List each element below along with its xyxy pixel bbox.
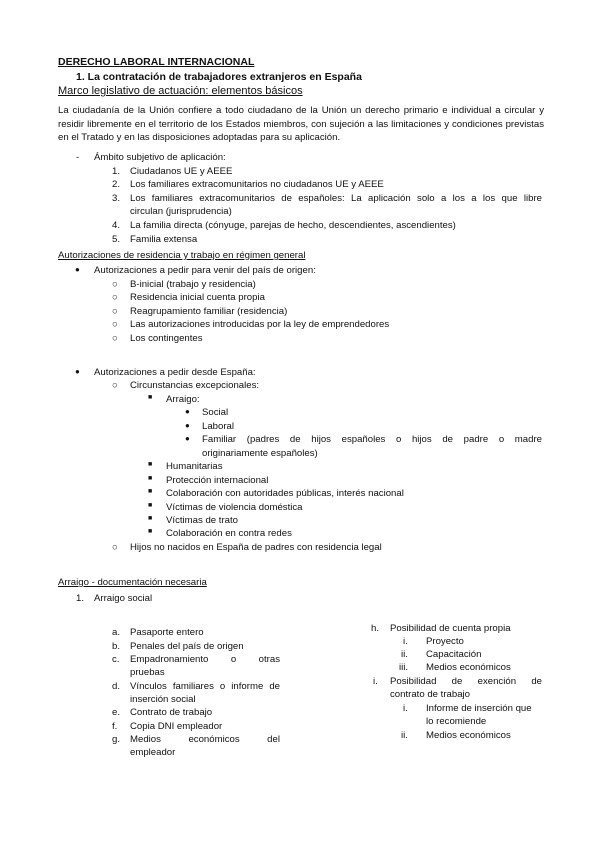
list-item: Hijos no nacidos en España de padres con residencia legal bbox=[130, 542, 382, 553]
circle-bullet: ○ bbox=[112, 306, 118, 317]
list-item: Laboral bbox=[202, 421, 235, 432]
list-letter: b. bbox=[112, 641, 121, 652]
roman-number: iii. bbox=[399, 662, 409, 673]
list-item: Medios económicos bbox=[426, 662, 511, 673]
list-item: Social bbox=[202, 407, 229, 418]
list-item: Penales del país de origen bbox=[130, 641, 244, 652]
square-bullet: ■ bbox=[148, 515, 153, 522]
list-item: Las autorizaciones introducidas por la ley de emprendedores bbox=[130, 319, 390, 330]
arraigo-label: Arraigo: bbox=[166, 394, 200, 405]
list-number: 3. bbox=[112, 193, 121, 204]
list-number: 1. bbox=[112, 166, 121, 177]
list-item-continuation: contrato de trabajo bbox=[390, 689, 471, 700]
list-letter: a. bbox=[112, 627, 121, 638]
list-number: 4. bbox=[112, 220, 121, 231]
circle-bullet: ○ bbox=[112, 380, 118, 391]
dot-bullet: ● bbox=[185, 434, 190, 443]
list-letter: f. bbox=[112, 721, 118, 732]
list-item: Humanitarias bbox=[166, 461, 223, 472]
list-item: Posibilidad de cuenta propia bbox=[390, 623, 511, 634]
list-item-continuation: originariamente españoles) bbox=[202, 448, 318, 459]
roman-number: ii. bbox=[401, 730, 408, 741]
circle-bullet: ○ bbox=[112, 319, 118, 330]
list-item-continuation: empleador bbox=[130, 747, 176, 758]
list-item: Proyecto bbox=[426, 636, 464, 647]
list-item: Medios económicos del bbox=[130, 734, 280, 745]
circunstancias-label: Circunstancias excepcionales: bbox=[130, 380, 260, 391]
square-bullet: ■ bbox=[148, 475, 153, 482]
list-item: Arraigo social bbox=[94, 593, 153, 604]
list-item: Colaboración con autoridades públicas, interés nacional bbox=[166, 488, 404, 499]
dot-bullet: ● bbox=[75, 367, 80, 376]
list-number: 2. bbox=[112, 179, 121, 190]
list-item-continuation: inserción social bbox=[130, 694, 196, 705]
list-item: Familia extensa bbox=[130, 234, 198, 245]
dot-bullet: ● bbox=[185, 421, 190, 430]
circle-bullet: ○ bbox=[112, 292, 118, 303]
list-item: Víctimas de violencia doméstica bbox=[166, 502, 303, 513]
list-item: Protección internacional bbox=[166, 475, 269, 486]
list-item: Pasaporte entero bbox=[130, 627, 204, 638]
dot-bullet: ● bbox=[185, 407, 190, 416]
list-item: Contrato de trabajo bbox=[130, 707, 213, 718]
circle-bullet: ○ bbox=[112, 279, 118, 290]
list-letter: e. bbox=[112, 707, 121, 718]
document-title: DERECHO LABORAL INTERNACIONAL bbox=[58, 56, 255, 68]
arraigo-doc-heading: Arraigo - documentación necesaria bbox=[58, 577, 207, 588]
list-letter: d. bbox=[112, 681, 121, 692]
list-letter: c. bbox=[112, 654, 120, 665]
list-item: Reagrupamiento familiar (residencia) bbox=[130, 306, 288, 317]
list-item: Los contingentes bbox=[130, 333, 203, 344]
autorizaciones-heading: Autorizaciones de residencia y trabajo en régimen general bbox=[58, 250, 306, 261]
list-item: Los familiares extracomunitarios no ciudadanos UE y AEEE bbox=[130, 179, 384, 190]
list-item-continuation: circulan (jurisprudencia) bbox=[130, 206, 232, 217]
list-item-continuation: pruebas bbox=[130, 667, 165, 678]
list-item: Vínculos familiares o informe de bbox=[130, 681, 280, 692]
list-item: Familiar (padres de hijos españoles o hijos de padre o madre bbox=[202, 434, 542, 445]
origen-label: Autorizaciones a pedir para venir del país de origen: bbox=[94, 265, 316, 276]
list-item: Posibilidad de exención de bbox=[390, 676, 542, 687]
intro-paragraph: La ciudadanía de la Unión confiere a todo ciudadano de la Unión un derecho primario e individual a circular y residir libremente en el territorio de los Estados miembros, con sujeción a las limitaciones y condiciones previstas en el Tratado y en las disposiciones adoptadas para su aplicación. bbox=[58, 105, 544, 143]
list-letter: i. bbox=[373, 676, 378, 687]
list-item: Empadronamiento o otras bbox=[130, 654, 280, 665]
list-item: Ciudadanos UE y AEEE bbox=[130, 166, 233, 177]
square-bullet: ■ bbox=[148, 394, 153, 401]
list-item: Víctimas de trato bbox=[166, 515, 238, 526]
list-number: 5. bbox=[112, 234, 121, 245]
espana-label: Autorizaciones a pedir desde España: bbox=[94, 367, 256, 378]
circle-bullet: ○ bbox=[112, 542, 118, 553]
list-item: Copia DNI empleador bbox=[130, 721, 223, 732]
list-item: Medios económicos bbox=[426, 730, 511, 741]
ambito-label: Ámbito subjetivo de aplicación: bbox=[94, 152, 226, 163]
list-letter: g. bbox=[112, 734, 121, 745]
subsection-heading: Marco legislativo de actuación: elementos básicos bbox=[58, 85, 303, 97]
roman-number: i. bbox=[403, 703, 408, 714]
list-item-continuation: lo recomiende bbox=[426, 716, 487, 727]
list-item: B-inicial (trabajo y residencia) bbox=[130, 279, 256, 290]
square-bullet: ■ bbox=[148, 528, 153, 535]
list-letter: h. bbox=[371, 623, 380, 634]
list-item: Los familiares extracomunitarios de españoles: La aplicación solo a los a los que libre bbox=[130, 193, 542, 204]
square-bullet: ■ bbox=[148, 488, 153, 495]
list-item: Informe de inserción que bbox=[426, 703, 532, 714]
dot-bullet: ● bbox=[75, 265, 80, 274]
square-bullet: ■ bbox=[148, 502, 153, 509]
section-heading: 1. La contratación de trabajadores extranjeros en España bbox=[76, 71, 362, 83]
circle-bullet: ○ bbox=[112, 333, 118, 344]
roman-number: ii. bbox=[401, 649, 408, 660]
roman-number: i. bbox=[403, 636, 408, 647]
list-item: Residencia inicial cuenta propia bbox=[130, 292, 265, 303]
list-item: Capacitación bbox=[426, 649, 482, 660]
dash-bullet: - bbox=[76, 152, 80, 163]
square-bullet: ■ bbox=[148, 461, 153, 468]
list-item: La familia directa (cónyuge, parejas de hecho, descendientes, ascendientes) bbox=[130, 220, 456, 231]
list-item: Colaboración en contra redes bbox=[166, 528, 292, 539]
list-number: 1. bbox=[76, 593, 85, 604]
